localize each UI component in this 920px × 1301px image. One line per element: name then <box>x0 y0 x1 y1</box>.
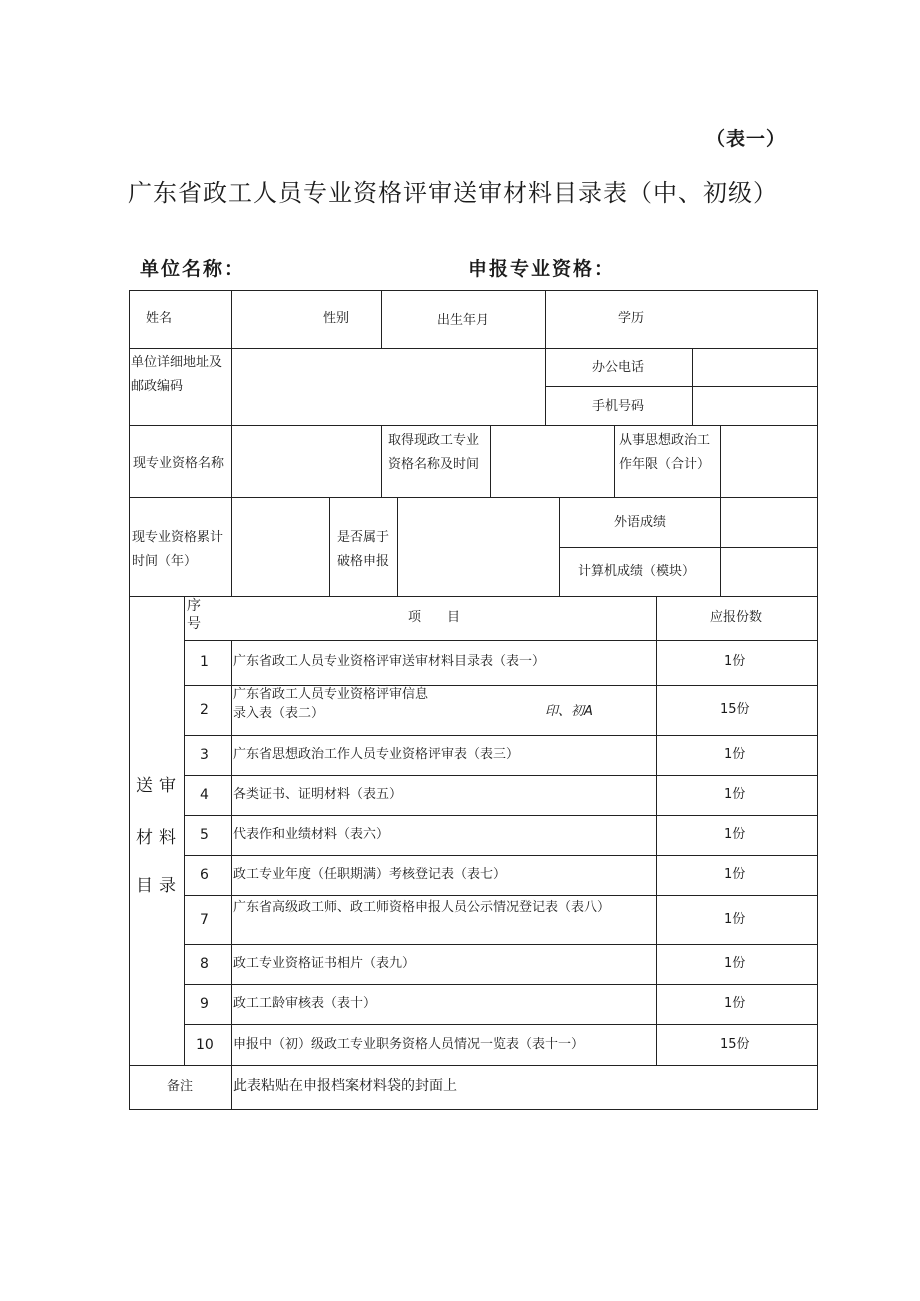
col-divider <box>692 348 693 425</box>
col-divider <box>490 425 491 497</box>
item-column-header: 项 目 <box>408 610 461 625</box>
row-divider <box>545 386 818 387</box>
birth-date-label: 出生年月 <box>437 313 490 328</box>
row-copies: 1份 <box>724 867 746 882</box>
address-label-line2: 邮政编码 <box>131 379 184 394</box>
row-divider <box>184 855 818 856</box>
col-divider <box>231 290 232 497</box>
name-label: 姓名 <box>146 311 173 326</box>
row-copies: 1份 <box>724 787 746 802</box>
col-divider <box>329 497 330 596</box>
work-years-label: 从事思想政治工 <box>619 433 711 448</box>
row-number: 9 <box>200 996 209 1012</box>
row-divider <box>184 1024 818 1025</box>
current-qualification-label: 现专业资格名称 <box>133 456 225 471</box>
row-number: 10 <box>196 1037 214 1053</box>
col-divider <box>545 290 546 425</box>
col-divider <box>614 425 615 497</box>
page-title: 广东省政工人员专业资格评审送审材料目录表（中、初级） <box>128 179 778 207</box>
row-number: 3 <box>200 747 209 763</box>
col-divider <box>231 497 232 596</box>
col-divider <box>231 640 232 1065</box>
row-copies: 1份 <box>724 912 746 927</box>
row-number: 7 <box>200 912 209 928</box>
row-number: 5 <box>200 827 209 843</box>
accumulated-time-label: 现专业资格累计 <box>132 530 224 545</box>
address-label: 单位详细地址及 <box>131 355 223 370</box>
row-divider <box>184 735 818 736</box>
row-number: 4 <box>200 787 209 803</box>
mobile-label: 手机号码 <box>592 399 645 414</box>
education-label: 学历 <box>618 311 645 326</box>
materials-side-label: 材料 <box>136 828 182 848</box>
col-divider <box>720 425 721 596</box>
exception-label-line2: 破格申报 <box>337 554 390 569</box>
col-divider <box>397 497 398 596</box>
row-item: 广东省政工人员专业资格评审送审材料目录表（表一） <box>233 654 546 669</box>
row-copies: 1份 <box>724 996 746 1011</box>
row-item: 政工专业年度（任职期满）考核登记表（表七） <box>233 867 507 882</box>
row-copies: 1份 <box>724 956 746 971</box>
row-number: 6 <box>200 867 209 883</box>
row-item: 政工专业资格证书相片（表九） <box>233 956 416 971</box>
materials-side-label: 送审 <box>136 776 182 796</box>
row-number: 8 <box>200 956 209 972</box>
row-item: 广东省高级政工师、政工师资格申报人员公示情况登记表（表八） <box>233 900 611 915</box>
col-divider <box>559 497 560 596</box>
row-number: 2 <box>200 702 209 718</box>
row-divider <box>129 596 818 597</box>
row-divider <box>129 348 818 349</box>
remarks-text: 此表粘贴在申报档案材料袋的封面上 <box>233 1078 457 1094</box>
row-item: 代表作和业绩材料（表六） <box>233 827 390 842</box>
row-copies: 1份 <box>724 747 746 762</box>
row-item: 政工工龄审核表（表十） <box>233 996 377 1011</box>
row-stamp-note: 印、初A <box>545 704 593 719</box>
col-divider <box>381 290 382 348</box>
form-tag: （表一） <box>706 128 787 150</box>
row-item-line2: 录入表（表二） <box>233 706 325 721</box>
materials-side-label: 目录 <box>136 876 182 896</box>
office-phone-label: 办公电话 <box>592 360 645 375</box>
unit-name-label: 单位名称： <box>140 258 246 280</box>
col-divider <box>184 596 185 1065</box>
row-copies: 1份 <box>724 654 746 669</box>
row-divider <box>184 775 818 776</box>
col-divider <box>231 1065 232 1110</box>
row-divider <box>559 547 818 548</box>
row-copies: 15份 <box>720 1037 750 1052</box>
copies-column-header: 应报份数 <box>710 610 763 625</box>
col-divider <box>656 596 657 1065</box>
exception-label: 是否属于 <box>337 530 390 545</box>
foreign-language-label: 外语成绩 <box>614 515 667 530</box>
obtained-qualification-label-line2: 资格名称及时间 <box>388 457 480 472</box>
computer-score-label: 计算机成绩（模块） <box>578 564 696 579</box>
row-divider <box>184 815 818 816</box>
row-divider <box>129 1065 818 1066</box>
row-divider <box>184 640 818 641</box>
row-divider <box>129 497 818 498</box>
row-copies: 1份 <box>724 827 746 842</box>
row-divider <box>129 425 818 426</box>
row-copies: 15份 <box>720 702 750 717</box>
row-item: 广东省政工人员专业资格评审信息 <box>233 687 429 702</box>
row-item: 申报中（初）级政工专业职务资格人员情况一览表（表十一） <box>233 1037 585 1052</box>
gender-label: 性别 <box>323 311 350 326</box>
row-divider <box>184 984 818 985</box>
obtained-qualification-label: 取得现政工专业 <box>388 433 480 448</box>
row-number: 1 <box>200 654 209 670</box>
row-divider <box>184 944 818 945</box>
col-divider <box>381 425 382 497</box>
seq-column-header: 序号 <box>187 598 201 632</box>
work-years-label-line2: 作年限（合计） <box>619 457 711 472</box>
row-item: 广东省思想政治工作人员专业资格评审表（表三） <box>233 747 520 762</box>
accumulated-time-label-line2: 时间（年） <box>132 554 198 569</box>
remarks-label: 备注 <box>167 1079 194 1094</box>
row-divider <box>184 895 818 896</box>
row-item: 各类证书、证明材料（表五） <box>233 787 403 802</box>
specialty-label: 申报专业资格： <box>468 258 616 280</box>
